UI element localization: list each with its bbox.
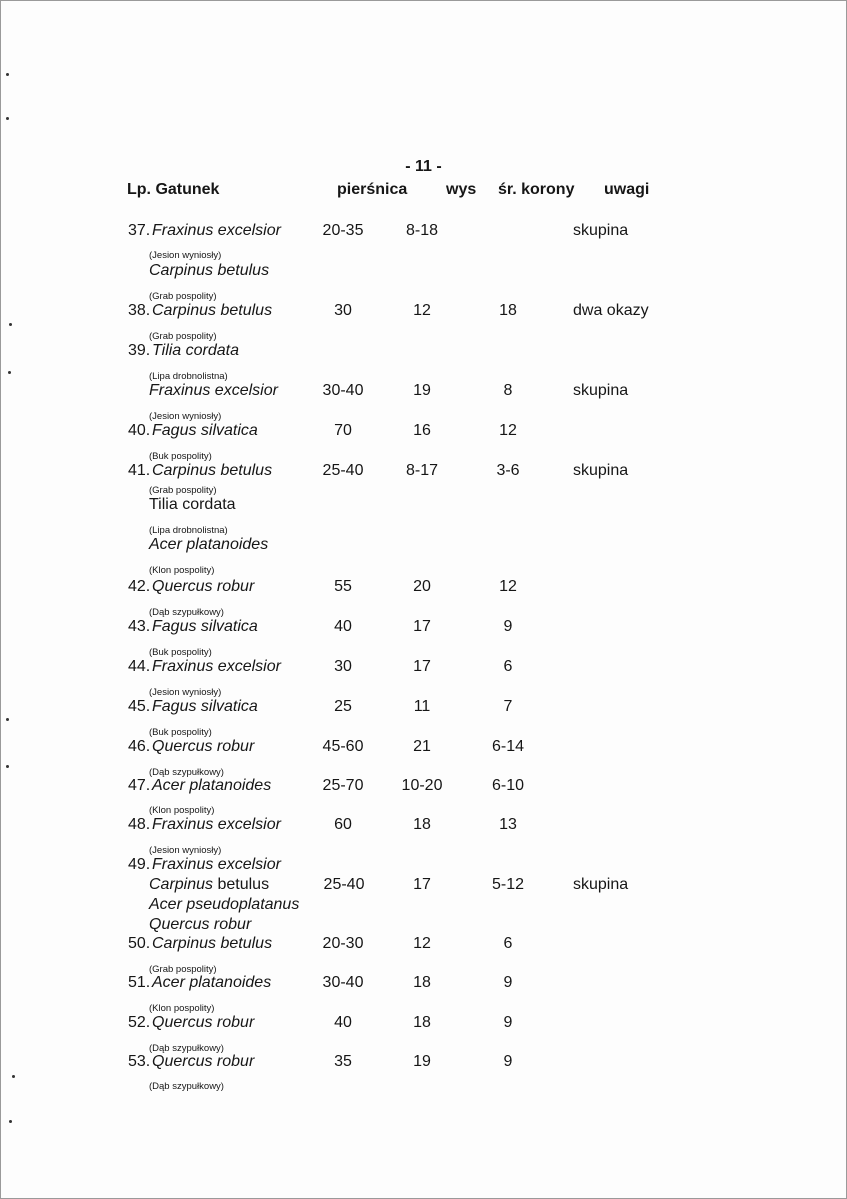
common-name: (Jesion wyniosły) <box>149 845 222 856</box>
species-name: Fraxinus excelsior <box>152 816 281 833</box>
species-name: Quercus robur <box>152 1053 255 1070</box>
scan-speck <box>9 1120 12 1123</box>
sr-korony-value: 18 <box>499 302 517 319</box>
entry-number: 44. <box>128 658 151 675</box>
sr-korony-value: 8 <box>503 382 513 399</box>
common-name: (Dąb szypułkowy) <box>149 767 224 778</box>
piersnica-value: 70 <box>334 422 352 439</box>
uwagi-value: skupina <box>573 222 629 239</box>
sr-korony-value: 6 <box>503 658 513 675</box>
wys-value: 12 <box>413 935 431 952</box>
piersnica-value: 20-30 <box>322 935 364 952</box>
species-name: Carpinus betulus <box>149 876 270 893</box>
sr-korony-value: 9 <box>503 974 513 991</box>
sr-korony-value: 3-6 <box>496 462 520 479</box>
species-name: Carpinus betulus <box>149 262 270 279</box>
species-name: Carpinus betulus <box>152 935 273 952</box>
entry-number: 42. <box>128 578 151 595</box>
sr-korony-value: 6 <box>503 935 513 952</box>
entry-number: 38. <box>128 302 151 319</box>
sr-korony-value: 9 <box>503 1014 513 1031</box>
entry-number: 39. <box>128 342 151 359</box>
sr-korony-value: 9 <box>503 618 513 635</box>
sr-korony-value: 13 <box>499 816 517 833</box>
uwagi-value: skupina <box>573 382 629 399</box>
header-wys: wys <box>446 181 477 198</box>
common-name: (Grab pospolity) <box>149 291 217 302</box>
species-name: Acer platanoides <box>149 536 269 553</box>
entry-number: 43. <box>128 618 151 635</box>
piersnica-value: 25-40 <box>322 462 364 479</box>
uwagi-value: dwa okazy <box>573 302 649 319</box>
species-name: Fagus silvatica <box>152 422 258 439</box>
species-name: Quercus robur <box>152 738 255 755</box>
entry-number: 37. <box>128 222 151 239</box>
common-name: (Jesion wyniosły) <box>149 250 222 261</box>
species-name: Fraxinus excelsior <box>152 222 281 239</box>
sr-korony-value: 12 <box>499 422 517 439</box>
piersnica-value: 60 <box>334 816 352 833</box>
species-name: Fraxinus excelsior <box>152 658 281 675</box>
species-name: Tilia cordata <box>149 496 236 513</box>
species-name: Fraxinus excelsior <box>152 856 281 873</box>
wys-value: 8-18 <box>405 222 439 239</box>
entry-number: 49. <box>128 856 151 873</box>
species-name: Quercus robur <box>152 578 255 595</box>
wys-value: 19 <box>413 1053 431 1070</box>
wys-value: 11 <box>413 698 431 715</box>
header-uwagi: uwagi <box>604 181 650 198</box>
common-name: (Dąb szypułkowy) <box>149 1043 224 1054</box>
common-name: (Buk pospolity) <box>149 647 212 658</box>
species-name: Fagus silvatica <box>152 698 258 715</box>
species-name-part: betulus <box>213 876 270 893</box>
entry-number: 50. <box>128 935 151 952</box>
species-name: Acer platanoides <box>152 777 272 794</box>
entry-number: 46. <box>128 738 151 755</box>
common-name: (Klon pospolity) <box>149 805 215 816</box>
entry-number: 47. <box>128 777 151 794</box>
species-name: Quercus robur <box>149 916 252 933</box>
entry-number: 53. <box>128 1053 151 1070</box>
entry-number: 41. <box>128 462 151 479</box>
common-name: (Buk pospolity) <box>149 727 212 738</box>
entry-number: 40. <box>128 422 151 439</box>
piersnica-value: 25 <box>334 698 352 715</box>
common-name: (Grab pospolity) <box>149 485 217 496</box>
scan-speck <box>6 765 9 768</box>
common-name: (Jesion wyniosły) <box>149 687 222 698</box>
sr-korony-value: 5-12 <box>491 876 525 893</box>
species-name: Acer pseudoplatanus <box>149 896 300 913</box>
wys-value: 10-20 <box>401 777 443 794</box>
common-name: (Lipa drobnolistna) <box>149 371 228 382</box>
wys-value: 16 <box>413 422 431 439</box>
piersnica-value: 35 <box>334 1053 352 1070</box>
species-name: Tilia cordata <box>152 342 240 359</box>
species-name: Carpinus betulus <box>152 462 273 479</box>
scan-speck <box>8 371 11 374</box>
scan-speck <box>6 73 9 76</box>
uwagi-value: skupina <box>573 462 629 479</box>
sr-korony-value: 9 <box>503 1053 513 1070</box>
wys-value: 21 <box>413 738 431 755</box>
scan-speck <box>6 117 9 120</box>
common-name: (Jesion wyniosły) <box>149 411 222 422</box>
header-sr-korony: śr. korony <box>498 181 575 198</box>
wys-value: 17 <box>413 618 431 635</box>
piersnica-value: 40 <box>334 1014 352 1031</box>
entry-number: 52. <box>128 1014 151 1031</box>
common-name: (Grab pospolity) <box>149 964 217 975</box>
entry-number: 48. <box>128 816 151 833</box>
common-name: (Dąb szypułkowy) <box>149 607 224 618</box>
sr-korony-value: 7 <box>503 698 513 715</box>
common-name: (Dąb szypułkowy) <box>149 1081 224 1092</box>
wys-value: 19 <box>413 382 431 399</box>
header-piersnica: pierśnica <box>337 181 408 198</box>
species-name: Fraxinus excelsior <box>149 382 278 399</box>
scan-speck <box>6 718 9 721</box>
header-lp-gatunek: Lp. Gatunek <box>127 181 220 198</box>
sr-korony-value: 6-10 <box>491 777 525 794</box>
wys-value: 12 <box>413 302 431 319</box>
piersnica-value: 45-60 <box>322 738 364 755</box>
wys-value: 18 <box>413 1014 431 1031</box>
piersnica-value: 30 <box>334 658 352 675</box>
piersnica-value: 25-40 <box>323 876 365 893</box>
common-name: (Lipa drobnolistna) <box>149 525 228 536</box>
piersnica-value: 40 <box>334 618 352 635</box>
scan-speck <box>9 323 12 326</box>
species-name: Quercus robur <box>152 1014 255 1031</box>
piersnica-value: 25-70 <box>322 777 364 794</box>
entry-number: 51. <box>128 974 151 991</box>
wys-value: 18 <box>413 974 431 991</box>
piersnica-value: 20-35 <box>322 222 364 239</box>
common-name: (Grab pospolity) <box>149 331 217 342</box>
common-name: (Klon pospolity) <box>149 565 215 576</box>
common-name: (Buk pospolity) <box>149 451 212 462</box>
uwagi-value: skupina <box>573 876 629 893</box>
species-name: Acer platanoides <box>152 974 272 991</box>
species-name: Carpinus betulus <box>152 302 273 319</box>
wys-value: 17 <box>413 876 431 893</box>
piersnica-value: 30-40 <box>322 382 364 399</box>
wys-value: 8-17 <box>405 462 439 479</box>
wys-value: 20 <box>413 578 431 595</box>
page-number: - 11 - <box>405 158 442 175</box>
common-name: (Klon pospolity) <box>149 1003 215 1014</box>
wys-value: 17 <box>413 658 431 675</box>
scan-speck <box>12 1075 15 1078</box>
entry-number: 45. <box>128 698 151 715</box>
sr-korony-value: 6-14 <box>491 738 525 755</box>
piersnica-value: 30 <box>334 302 352 319</box>
piersnica-value: 30-40 <box>322 974 364 991</box>
sr-korony-value: 12 <box>499 578 517 595</box>
piersnica-value: 55 <box>334 578 352 595</box>
species-name: Fagus silvatica <box>152 618 258 635</box>
wys-value: 18 <box>413 816 431 833</box>
